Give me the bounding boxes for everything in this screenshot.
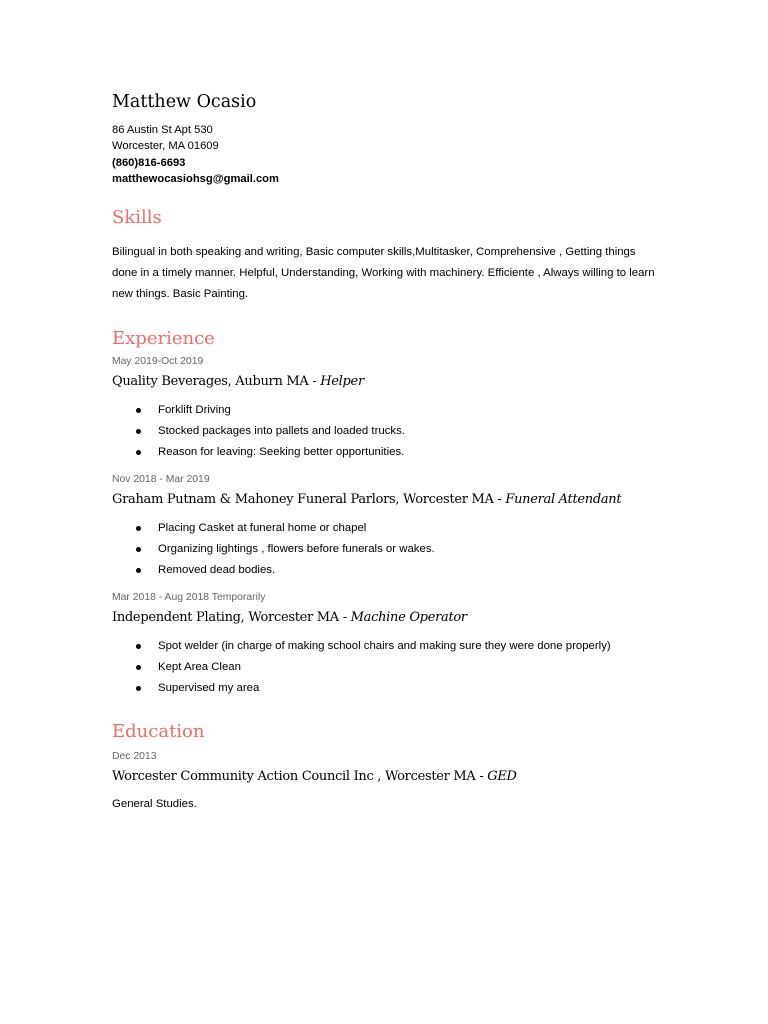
bullet-text: Forklift Driving — [158, 403, 231, 416]
list-item — [112, 657, 672, 678]
bullet-text: Supervised my area — [158, 681, 260, 694]
list-item — [112, 636, 672, 657]
job-role: Funeral Attendant — [505, 491, 622, 507]
bullet-text: Placing Casket at funeral home or chapel — [158, 521, 367, 534]
bullet-text: Stocked packages into pallets and loaded trucks. — [158, 424, 405, 437]
job-separator: - — [308, 373, 321, 389]
education-text: General Studies. — [112, 797, 197, 810]
job-bullet-list — [112, 400, 672, 463]
address-line-2: Worcester, MA 01609 — [112, 140, 219, 153]
job-entry-3 — [112, 590, 672, 699]
resume-page — [112, 86, 672, 815]
list-item — [112, 518, 672, 539]
bullet-text: Organizing lightings , flowers before funerals or wakes. — [158, 542, 435, 555]
job-entry-2 — [112, 472, 672, 581]
candidate-name: Matthew Ocasio — [112, 92, 257, 112]
job-separator: - — [338, 609, 351, 625]
education-separator: - — [475, 768, 488, 784]
bullet-icon — [136, 568, 141, 573]
education-date: Dec 2013 — [112, 750, 157, 762]
job-entry-1 — [112, 354, 672, 463]
list-item — [112, 539, 672, 560]
bullet-icon — [136, 429, 141, 434]
list-item — [112, 442, 672, 463]
job-company: Graham Putnam & Mahoney Funeral Parlors, Worcester MA — [112, 491, 494, 507]
list-item — [112, 400, 672, 421]
skills-text: Bilingual in both speaking and writing, Basic computer skills,Multitasker, Comprehensive , Getting things done in a timely manner. Helpful, Understanding, Working with machinery. Efficiente , Always willing to learn new things. Basic Painting. — [112, 245, 655, 300]
address-line-1: 86 Austin St Apt 530 — [112, 124, 213, 136]
job-date: Nov 2018 - Mar 2019 — [112, 473, 210, 485]
list-item — [112, 560, 672, 581]
education-heading-line — [112, 765, 672, 789]
job-date: Mar 2018 - Aug 2018 Temporarily — [112, 591, 266, 603]
contact-block — [112, 122, 672, 188]
list-item — [112, 421, 672, 442]
bullet-icon — [136, 665, 141, 670]
bullet-text: Kept Area Clean — [158, 660, 241, 673]
skills-heading: Skills — [112, 206, 162, 228]
job-role: Machine Operator — [350, 609, 467, 625]
bullet-icon — [136, 450, 141, 455]
job-separator: - — [493, 491, 506, 507]
education-school: Worcester Community Action Council Inc , Worcester MA — [112, 768, 476, 784]
education-degree: GED — [487, 768, 517, 784]
phone-number: (860)816-6693 — [112, 156, 186, 169]
education-heading: Education — [112, 720, 205, 742]
bullet-icon — [136, 526, 141, 531]
job-role: Helper — [320, 373, 364, 389]
job-heading — [112, 488, 672, 512]
job-bullet-list — [112, 636, 672, 699]
bullet-icon — [136, 644, 141, 649]
job-bullet-list — [112, 518, 672, 581]
bullet-text: Removed dead bodies. — [158, 563, 276, 576]
job-company: Quality Beverages, Auburn MA — [112, 373, 309, 389]
job-heading — [112, 370, 672, 394]
list-item — [112, 678, 672, 699]
bullet-icon — [136, 547, 141, 552]
job-company: Independent Plating, Worcester MA — [112, 609, 339, 625]
bullet-text: Spot welder (in charge of making school chairs and making sure they were done properly) — [158, 639, 611, 652]
bullet-icon — [136, 408, 141, 413]
experience-heading: Experience — [112, 327, 215, 349]
bullet-text: Reason for leaving: Seeking better opportunities. — [158, 445, 405, 458]
email-address: matthewocasiohsg@gmail.com — [112, 173, 279, 186]
job-date: May 2019-Oct 2019 — [112, 355, 204, 367]
bullet-icon — [136, 686, 141, 691]
job-heading — [112, 606, 672, 630]
